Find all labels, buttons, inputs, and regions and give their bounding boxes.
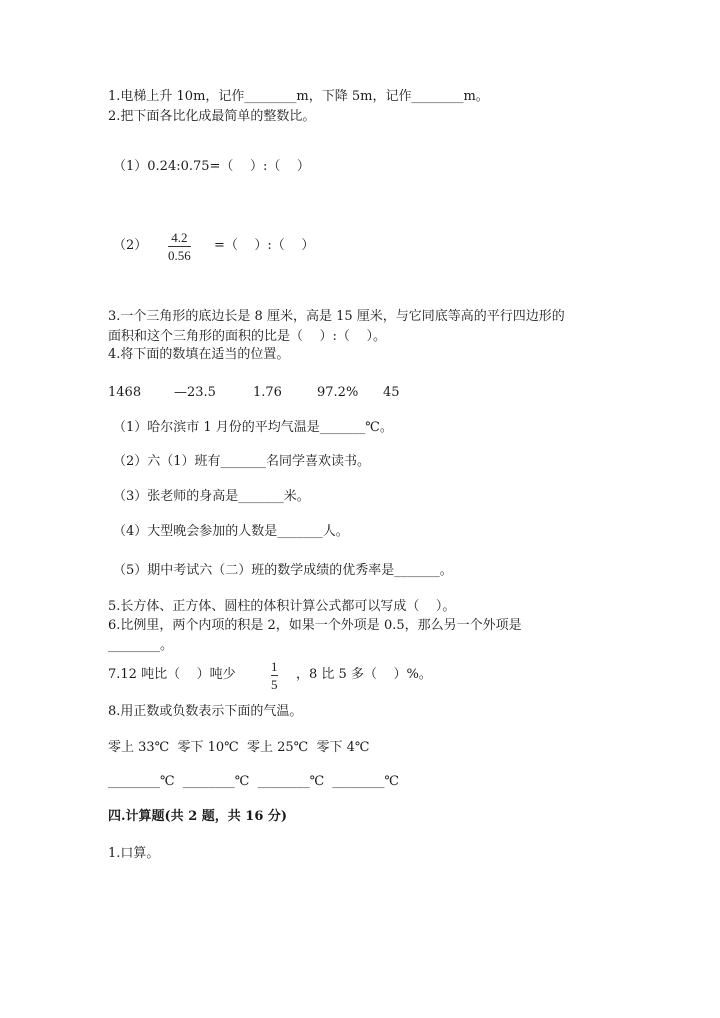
fraction-bar: [271, 675, 278, 676]
q4-number: 1468: [108, 385, 142, 400]
fraction-denominator: 5: [271, 677, 278, 692]
line-q7-prefix: 7.12 吨比（ ）吨少: [108, 667, 236, 682]
line-q2-2-prefix: （2）: [113, 238, 148, 253]
q4-number: 45: [383, 385, 400, 400]
line-q4-2: （2）六（1）班有_______名同学喜欢读书。: [113, 454, 371, 469]
line-q7-suffix: ，8 比 5 多（ ）%。: [296, 667, 432, 682]
line-q4-5: （5）期中考试六（二）班的数学成绩的优秀率是_______。: [113, 563, 453, 578]
line-q8: 8.用正数或负数表示下面的气温。: [108, 704, 303, 719]
q4-number: —23.5: [174, 385, 216, 400]
line-q6-1: 6.比例里，两个内项的积是 2，如果一个外项是 0.5，那么另一个外项是: [108, 618, 522, 633]
line-q5: 5.长方体、正方体、圆柱的体积计算公式都可以写成（ ）。: [108, 599, 456, 614]
fraction-numerator: 4.2: [171, 230, 188, 245]
q4-number: 1.76: [253, 385, 282, 400]
section-heading: 四.计算题(共 2 题，共 16 分): [108, 809, 288, 824]
fraction-q2-2: [168, 231, 191, 262]
line-q2-2-suffix: =（ ）:（ ）: [214, 238, 315, 253]
line-q4: 4.将下面的数填在适当的位置。: [108, 347, 290, 362]
line-q4-1: （1）哈尔滨市 1 月份的平均气温是_______℃。: [113, 420, 393, 435]
line-q3-1: 3.一个三角形的底边长是 8 厘米，高是 15 厘米，与它同底等高的平行四边形的: [108, 309, 565, 324]
line-q8-blanks: ________℃ ________℃ ________℃ ________℃: [108, 774, 399, 789]
fraction-q7: [271, 660, 278, 691]
line-s4-q1: 1.口算。: [108, 846, 160, 861]
line-q1: 1.电梯上升 10m，记作________m，下降 5m，记作________m。: [108, 89, 489, 104]
line-q2: 2.把下面各比化成最简单的整数比。: [108, 109, 316, 124]
line-q6-2: ________。: [108, 638, 174, 653]
line-q4-4: （4）大型晚会参加的人数是_______人。: [113, 524, 349, 539]
fraction-numerator: 1: [271, 659, 278, 674]
line-q4-3: （3）张老师的身高是_______米。: [113, 489, 310, 504]
fraction-bar: [168, 246, 191, 247]
line-q2-1: （1）0.24:0.75=（ ）:（ ）: [113, 159, 310, 174]
fraction-denominator: 0.56: [168, 248, 191, 263]
line-q3-2: 面积和这个三角形的面积的比是（ ）:（ ）。: [108, 329, 386, 344]
line-q8-temps: 零上 33℃ 零下 10℃ 零上 25℃ 零下 4℃: [108, 740, 370, 755]
q4-number: 97.2%: [317, 385, 359, 400]
